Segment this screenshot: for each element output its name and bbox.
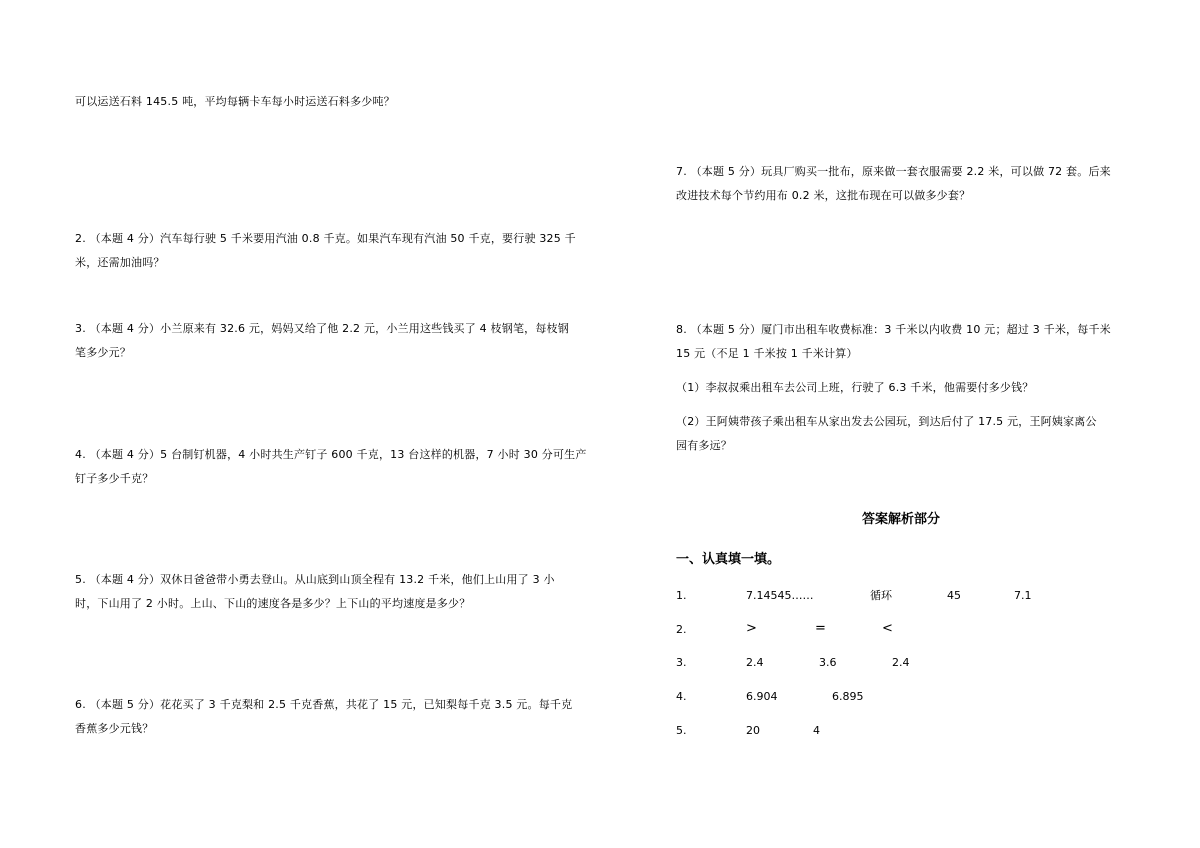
question-8-sub-2-line-2: 园有多远？ — [676, 439, 732, 452]
question-3-line-2: 笔多少元？ — [75, 346, 131, 359]
answer-value: 20 — [746, 724, 760, 737]
question-4-line-2: 钉子多少千克？ — [75, 472, 154, 485]
answer-value: 6.904 — [746, 690, 778, 703]
answer-value: 2.4 — [746, 656, 764, 669]
answers-title: 答案解析部分 — [861, 512, 940, 527]
answer-value: 循环 — [870, 589, 892, 602]
answer-value: 7.14545…… — [746, 589, 814, 602]
question-1-continuation: 可以运送石料 145.5 吨，平均每辆卡车每小时运送石料多少吨？ — [75, 95, 395, 108]
answer-number: 3. — [676, 656, 687, 669]
question-8-line-1: 8. （本题 5 分）厦门市出租车收费标准：3 千米以内收费 10 元；超过 3 千米，每千米 — [676, 323, 1111, 336]
question-7-line-1: 7. （本题 5 分）玩具厂购买一批布，原来做一套衣服需要 2.2 米，可以做 72 套。后来 — [676, 165, 1111, 178]
section-heading: 一、认真填一填。 — [676, 552, 781, 567]
answer-value: = — [815, 621, 826, 636]
question-6-line-2: 香蕉多少元钱？ — [75, 722, 154, 735]
answer-value: 6.895 — [832, 690, 864, 703]
question-8-sub-2-line-1: （2）王阿姨带孩子乘出租车从家出发去公园玩，到达后付了 17.5 元，王阿姨家离公 — [676, 415, 1097, 428]
answer-number: 2. — [676, 623, 687, 636]
answer-value: 2.4 — [892, 656, 910, 669]
question-2-line-1: 2. （本题 4 分）汽车每行驶 5 千米要用汽油 0.8 千克。如果汽车现有汽油 50 千克，要行驶 325 千 — [75, 232, 576, 245]
answer-value: 45 — [947, 589, 961, 602]
question-6-line-1: 6. （本题 5 分）花花买了 3 千克梨和 2.5 千克香蕉，共花了 15 元，已知梨每千克 3.5 元。每千克 — [75, 698, 573, 711]
question-8-sub-1: （1）李叔叔乘出租车去公司上班，行驶了 6.3 千米，他需要付多少钱？ — [676, 381, 1034, 394]
answer-value: > — [746, 621, 757, 636]
answer-number: 4. — [676, 690, 687, 703]
question-4-line-1: 4. （本题 4 分）5 台制钉机器，4 小时共生产钉子 600 千克，13 台这样的机器，7 小时 30 分可生产 — [75, 448, 587, 461]
question-7-line-2: 改进技术每个节约用布 0.2 米，这批布现在可以做多少套？ — [676, 189, 971, 202]
answer-number: 5. — [676, 724, 687, 737]
question-3-line-1: 3. （本题 4 分）小兰原来有 32.6 元，妈妈又给了他 2.2 元，小兰用这些钱买了 4 枝钢笔，每枝钢 — [75, 322, 569, 335]
question-5-line-2: 时，下山用了 2 小时。上山、下山的速度各是多少？上下山的平均速度是多少？ — [75, 597, 471, 610]
answer-value: < — [882, 621, 893, 636]
question-2-line-2: 米，还需加油吗？ — [75, 256, 165, 269]
question-8-line-2: 15 元（不足 1 千米按 1 千米计算） — [676, 347, 858, 360]
question-5-line-1: 5. （本题 4 分）双休日爸爸带小勇去登山。从山底到山顶全程有 13.2 千米，他们上山用了 3 小 — [75, 573, 555, 586]
answer-value: 7.1 — [1014, 589, 1032, 602]
answer-number: 1. — [676, 589, 687, 602]
answer-value: 3.6 — [819, 656, 837, 669]
answer-value: 4 — [813, 724, 820, 737]
